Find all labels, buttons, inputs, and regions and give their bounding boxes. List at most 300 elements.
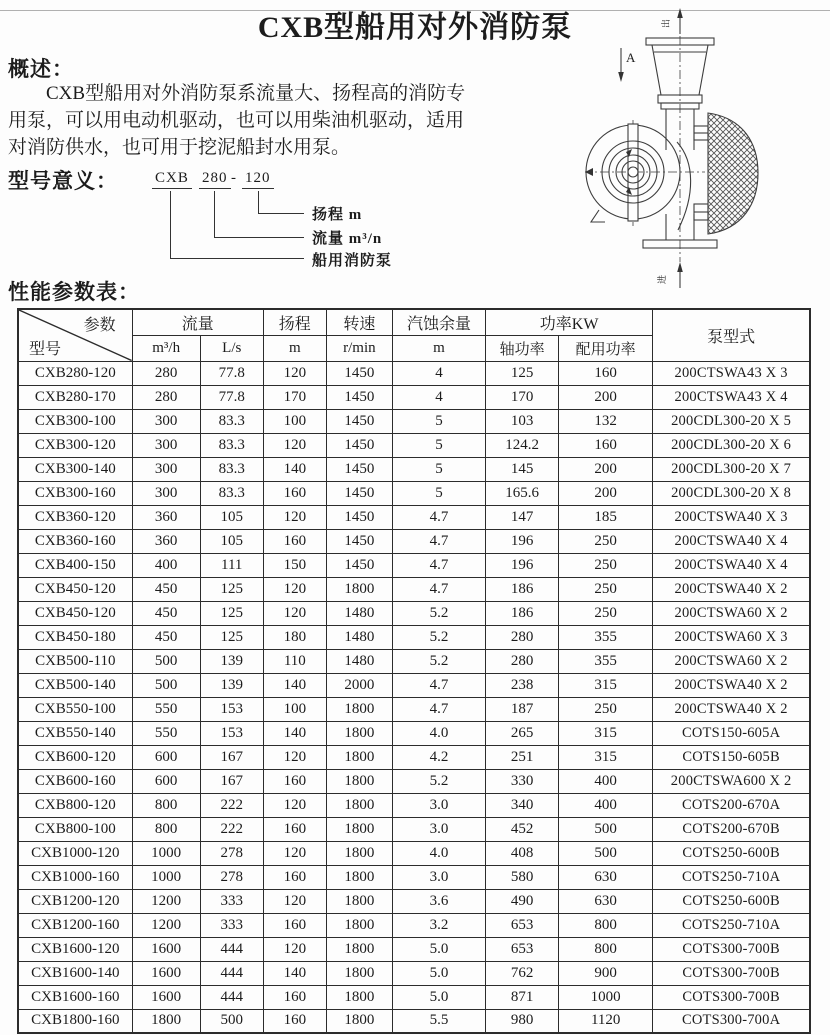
table-cell: CXB450-120 (18, 601, 132, 625)
col-header-shaft-power: 轴功率 (486, 335, 559, 361)
table-row (18, 889, 810, 913)
table-cell: 800 (559, 937, 653, 961)
table-cell: 77.8 (200, 385, 263, 409)
model-code-flow: 280 (199, 170, 231, 189)
table-cell: 4.7 (392, 529, 485, 553)
table-cell: 360 (132, 529, 200, 553)
col-header-speed-unit: r/min (326, 335, 392, 361)
table-row (18, 913, 810, 937)
table-cell: 900 (559, 961, 653, 985)
table-row (18, 409, 810, 433)
col-header-head-unit: m (263, 335, 326, 361)
table-row (18, 769, 810, 793)
diagram-connector-line (170, 191, 171, 258)
table-cell: 105 (200, 529, 263, 553)
table-row (18, 817, 810, 841)
table-cell: CXB600-120 (18, 745, 132, 769)
table-cell: 139 (200, 673, 263, 697)
outlet-label: 出 (661, 18, 671, 28)
table-cell: 800 (559, 913, 653, 937)
table-cell: 167 (200, 769, 263, 793)
table-cell: 1800 (326, 913, 392, 937)
table-cell: 1450 (326, 481, 392, 505)
table-cell: 4.0 (392, 841, 485, 865)
col-header-pump-type: 泵型式 (653, 309, 810, 361)
section-a-arrow-icon (618, 72, 624, 82)
table-cell: 550 (132, 697, 200, 721)
table-cell: CXB550-100 (18, 697, 132, 721)
table-cell: 170 (263, 385, 326, 409)
table-cell: 2000 (326, 673, 392, 697)
table-cell: 4.7 (392, 673, 485, 697)
motor-dome-hatched (708, 113, 758, 234)
table-cell: 490 (486, 889, 559, 913)
col-header-rated-power: 配用功率 (559, 335, 653, 361)
table-row (18, 577, 810, 601)
table-cell: 330 (486, 769, 559, 793)
table-cell: 3.0 (392, 817, 485, 841)
table-cell: 200CTSWA40 X 4 (653, 553, 810, 577)
table-cell: CXB1200-160 (18, 913, 132, 937)
col-header-head: 扬程 (263, 309, 326, 335)
table-cell: CXB300-120 (18, 433, 132, 457)
table-cell: 1480 (326, 625, 392, 649)
table-cell: 105 (200, 505, 263, 529)
model-meaning-heading: 型号意义： (8, 169, 118, 193)
table-cell: 1800 (326, 961, 392, 985)
table-cell: 196 (486, 553, 559, 577)
pump-table-body (18, 361, 810, 1033)
table-cell: 100 (263, 697, 326, 721)
table-cell: 280 (132, 385, 200, 409)
table-cell: 355 (559, 649, 653, 673)
table-cell: 3.0 (392, 793, 485, 817)
table-cell: 251 (486, 745, 559, 769)
table-cell: 200CTSWA40 X 2 (653, 673, 810, 697)
table-cell: CXB1600-120 (18, 937, 132, 961)
table-cell: 1200 (132, 889, 200, 913)
table-cell: 315 (559, 673, 653, 697)
table-cell: CXB280-170 (18, 385, 132, 409)
table-cell: COTS250-710A (653, 913, 810, 937)
table-cell: 139 (200, 649, 263, 673)
table-cell: 200CTSWA40 X 2 (653, 697, 810, 721)
table-cell: 5 (392, 457, 485, 481)
table-row (18, 961, 810, 985)
table-cell: 5.0 (392, 985, 485, 1009)
table-cell: 125 (200, 577, 263, 601)
model-code-dash: - (231, 170, 236, 186)
table-cell: 4.7 (392, 553, 485, 577)
table-cell: 1800 (326, 697, 392, 721)
table-cell: 110 (263, 649, 326, 673)
table-cell: 315 (559, 721, 653, 745)
table-cell: 200 (559, 481, 653, 505)
table-cell: 250 (559, 601, 653, 625)
table-cell: 300 (132, 481, 200, 505)
table-cell: 1600 (132, 961, 200, 985)
table-cell: 400 (132, 553, 200, 577)
table-cell: 160 (559, 433, 653, 457)
table-cell: 200CTSWA60 X 2 (653, 601, 810, 625)
table-cell: 120 (263, 841, 326, 865)
table-cell: 500 (200, 1009, 263, 1033)
table-cell: 200CTSWA600 X 2 (653, 769, 810, 793)
table-cell: 153 (200, 721, 263, 745)
table-cell: 186 (486, 577, 559, 601)
table-cell: 408 (486, 841, 559, 865)
table-cell: 160 (263, 529, 326, 553)
corner-header-model: 型号 (29, 340, 62, 358)
table-cell: 1800 (326, 817, 392, 841)
performance-table-heading: 性能参数表： (8, 280, 140, 304)
table-row (18, 985, 810, 1009)
table-cell: 450 (132, 577, 200, 601)
table-cell: 444 (200, 985, 263, 1009)
overview-line: 用泵，可以用电动机驱动，也可以用柴油机驱动，适用 (8, 110, 465, 131)
table-cell: 265 (486, 721, 559, 745)
overview-paragraph (8, 80, 583, 161)
table-cell: 1800 (326, 841, 392, 865)
table-cell: 444 (200, 937, 263, 961)
table-cell: CXB300-160 (18, 481, 132, 505)
table-cell: 278 (200, 841, 263, 865)
table-cell: 1800 (326, 865, 392, 889)
table-cell: 4.0 (392, 721, 485, 745)
table-cell: 145 (486, 457, 559, 481)
table-cell: 132 (559, 409, 653, 433)
table-cell: 400 (559, 769, 653, 793)
table-cell: 165.6 (486, 481, 559, 505)
table-row (18, 385, 810, 409)
table-cell: 147 (486, 505, 559, 529)
table-cell: 500 (132, 673, 200, 697)
table-cell: 1120 (559, 1009, 653, 1033)
table-cell: CXB1800-160 (18, 1009, 132, 1033)
table-cell: 238 (486, 673, 559, 697)
col-header-flow-m3h: m³/h (132, 335, 200, 361)
table-cell: 400 (559, 793, 653, 817)
table-cell: 160 (263, 1009, 326, 1033)
table-cell: 200CTSWA60 X 2 (653, 649, 810, 673)
table-cell: 653 (486, 913, 559, 937)
table-row (18, 1009, 810, 1033)
table-cell: 1450 (326, 409, 392, 433)
table-cell: 300 (132, 433, 200, 457)
table-cell: 4.7 (392, 577, 485, 601)
table-cell: 500 (132, 649, 200, 673)
table-cell: 1480 (326, 649, 392, 673)
table-cell: 5.2 (392, 769, 485, 793)
table-cell: 250 (559, 553, 653, 577)
table-cell: 1450 (326, 433, 392, 457)
table-cell: 222 (200, 817, 263, 841)
table-cell: 140 (263, 961, 326, 985)
table-cell: 125 (200, 601, 263, 625)
table-cell: 1000 (132, 841, 200, 865)
table-cell: CXB800-120 (18, 793, 132, 817)
table-cell: 222 (200, 793, 263, 817)
section-a-label: A (626, 50, 636, 65)
table-cell: COTS200-670B (653, 817, 810, 841)
table-cell: 1450 (326, 505, 392, 529)
table-cell: 1800 (326, 769, 392, 793)
table-cell: 185 (559, 505, 653, 529)
table-row (18, 505, 810, 529)
table-cell: 550 (132, 721, 200, 745)
table-row (18, 553, 810, 577)
table-cell: 4 (392, 361, 485, 385)
table-cell: 5 (392, 409, 485, 433)
table-cell: 83.3 (200, 409, 263, 433)
table-cell: 120 (263, 601, 326, 625)
table-cell: 140 (263, 721, 326, 745)
table-cell: 160 (263, 817, 326, 841)
table-cell: 1800 (326, 793, 392, 817)
col-header-speed: 转速 (326, 309, 392, 335)
table-cell: 1480 (326, 601, 392, 625)
table-cell: 200CDL300-20 X 7 (653, 457, 810, 481)
table-row (18, 841, 810, 865)
table-cell: 600 (132, 769, 200, 793)
table-cell: 1600 (132, 985, 200, 1009)
table-cell: 5.0 (392, 937, 485, 961)
table-cell: 1800 (326, 745, 392, 769)
table-cell: CXB450-120 (18, 577, 132, 601)
table-cell: 250 (559, 697, 653, 721)
table-cell: 4.7 (392, 505, 485, 529)
table-row (18, 697, 810, 721)
table-cell: 120 (263, 505, 326, 529)
table-cell: 5.2 (392, 649, 485, 673)
table-cell: 580 (486, 865, 559, 889)
table-row (18, 649, 810, 673)
table-cell: 4 (392, 385, 485, 409)
table-cell: 450 (132, 625, 200, 649)
diagram-connector-line (258, 191, 259, 213)
table-cell: CXB1000-120 (18, 841, 132, 865)
table-cell: CXB800-100 (18, 817, 132, 841)
table-row (18, 457, 810, 481)
table-cell: 153 (200, 697, 263, 721)
table-cell: 4.7 (392, 697, 485, 721)
table-row (18, 745, 810, 769)
table-cell: 280 (486, 649, 559, 673)
table-cell: 200 (559, 385, 653, 409)
overview-heading: 概述： (8, 57, 74, 81)
table-cell: 5.2 (392, 601, 485, 625)
table-cell: 340 (486, 793, 559, 817)
table-cell: 5.5 (392, 1009, 485, 1033)
table-cell: 280 (132, 361, 200, 385)
table-cell: CXB1600-160 (18, 985, 132, 1009)
table-cell: 196 (486, 529, 559, 553)
table-cell: 630 (559, 889, 653, 913)
performance-parameter-table (17, 308, 811, 1034)
table-cell: 140 (263, 457, 326, 481)
table-cell: COTS150-605A (653, 721, 810, 745)
table-cell: 200CDL300-20 X 6 (653, 433, 810, 457)
table-cell: 1450 (326, 553, 392, 577)
table-cell: 762 (486, 961, 559, 985)
table-cell: 1450 (326, 457, 392, 481)
model-code-head: 120 (242, 170, 274, 189)
table-cell: 1800 (326, 937, 392, 961)
diagram-connector-line (214, 191, 215, 237)
table-cell: 355 (559, 625, 653, 649)
table-row (18, 361, 810, 385)
table-cell: 1800 (326, 985, 392, 1009)
table-cell: 653 (486, 937, 559, 961)
table-cell: 315 (559, 745, 653, 769)
table-cell: 1450 (326, 385, 392, 409)
table-cell: 150 (263, 553, 326, 577)
inlet-arrow-icon (677, 262, 683, 272)
table-cell: 83.3 (200, 481, 263, 505)
table-cell: COTS150-605B (653, 745, 810, 769)
table-cell: 333 (200, 913, 263, 937)
table-cell: CXB500-110 (18, 649, 132, 673)
table-cell: 1800 (326, 577, 392, 601)
table-cell: CXB550-140 (18, 721, 132, 745)
table-cell: CXB1200-120 (18, 889, 132, 913)
table-row (18, 673, 810, 697)
table-cell: COTS250-600B (653, 889, 810, 913)
table-cell: 1800 (326, 721, 392, 745)
table-cell: COTS300-700B (653, 937, 810, 961)
table-cell: CXB450-180 (18, 625, 132, 649)
table-row (18, 601, 810, 625)
table-cell: COTS300-700A (653, 1009, 810, 1033)
table-cell: 160 (559, 361, 653, 385)
table-cell: CXB300-100 (18, 409, 132, 433)
table-cell: COTS200-670A (653, 793, 810, 817)
table-row (18, 529, 810, 553)
corner-header-cell (18, 309, 132, 361)
table-cell: 111 (200, 553, 263, 577)
col-header-power: 功率KW (486, 309, 653, 335)
table-cell: CXB1000-160 (18, 865, 132, 889)
table-cell: COTS300-700B (653, 985, 810, 1009)
table-cell: 103 (486, 409, 559, 433)
table-cell: 200CTSWA43 X 3 (653, 361, 810, 385)
table-cell: COTS250-710A (653, 865, 810, 889)
table-cell: 200CTSWA40 X 4 (653, 529, 810, 553)
table-cell: 3.2 (392, 913, 485, 937)
table-cell: 1200 (132, 913, 200, 937)
table-cell: CXB400-150 (18, 553, 132, 577)
table-cell: 120 (263, 361, 326, 385)
table-cell: 5.0 (392, 961, 485, 985)
table-cell: 125 (486, 361, 559, 385)
table-cell: 160 (263, 865, 326, 889)
table-cell: 600 (132, 745, 200, 769)
table-cell: COTS300-700B (653, 961, 810, 985)
table-cell: 360 (132, 505, 200, 529)
table-cell: 3.0 (392, 865, 485, 889)
table-cell: 1800 (326, 1009, 392, 1033)
overview-line: 对消防供水，也可用于挖泥船封水用泵。 (8, 137, 351, 158)
table-cell: 200 (559, 457, 653, 481)
table-cell: 180 (263, 625, 326, 649)
table-cell: COTS250-600B (653, 841, 810, 865)
table-cell: 300 (132, 409, 200, 433)
table-cell: 4.2 (392, 745, 485, 769)
label-flow-m3n: 流量 m³/n (312, 231, 383, 247)
table-cell: 170 (486, 385, 559, 409)
diagram-connector-line (258, 213, 304, 214)
table-row (18, 937, 810, 961)
table-cell: 120 (263, 577, 326, 601)
table-cell: 120 (263, 745, 326, 769)
inlet-label: 进 (657, 274, 667, 284)
table-cell: 167 (200, 745, 263, 769)
outlet-arrow-icon (677, 8, 683, 18)
table-cell: 250 (559, 529, 653, 553)
table-row (18, 721, 810, 745)
table-cell: 160 (263, 985, 326, 1009)
table-cell: 250 (559, 577, 653, 601)
table-cell: 800 (132, 817, 200, 841)
table-cell: 3.6 (392, 889, 485, 913)
col-header-npsh: 汽蚀余量 (392, 309, 485, 335)
table-cell: 120 (263, 433, 326, 457)
table-cell: 200CTSWA60 X 3 (653, 625, 810, 649)
table-cell: 1800 (132, 1009, 200, 1033)
overview-line: CXB型船用对外消防泵系流量大、扬程高的消防专 (46, 83, 466, 104)
table-cell: 1800 (326, 889, 392, 913)
table-cell: 160 (263, 913, 326, 937)
table-cell: CXB500-140 (18, 673, 132, 697)
table-row (18, 481, 810, 505)
table-cell: 160 (263, 769, 326, 793)
model-code-prefix: CXB (152, 170, 192, 189)
table-cell: 1450 (326, 529, 392, 553)
table-cell: 871 (486, 985, 559, 1009)
table-cell: 630 (559, 865, 653, 889)
table-cell: 444 (200, 961, 263, 985)
table-cell: 300 (132, 457, 200, 481)
table-cell: 1000 (559, 985, 653, 1009)
table-cell: 1450 (326, 361, 392, 385)
table-cell: CXB360-120 (18, 505, 132, 529)
table-cell: 186 (486, 601, 559, 625)
table-row (18, 433, 810, 457)
table-cell: CXB600-160 (18, 769, 132, 793)
pump-technical-drawing (585, 0, 830, 300)
table-cell: 980 (486, 1009, 559, 1033)
table-cell: 160 (263, 481, 326, 505)
table-cell: 450 (132, 601, 200, 625)
table-row (18, 625, 810, 649)
table-cell: 500 (559, 841, 653, 865)
table-cell: 1000 (132, 865, 200, 889)
table-cell: 200CTSWA40 X 3 (653, 505, 810, 529)
diagram-connector-line (170, 258, 304, 259)
table-cell: 278 (200, 865, 263, 889)
table-cell: 800 (132, 793, 200, 817)
table-cell: 140 (263, 673, 326, 697)
table-cell: 5 (392, 433, 485, 457)
table-cell: 120 (263, 889, 326, 913)
label-marine-fire-pump: 船用消防泵 (312, 253, 393, 269)
label-head-m: 扬程 m (312, 207, 363, 223)
table-cell: 500 (559, 817, 653, 841)
table-cell: 125 (200, 625, 263, 649)
table-cell: CXB360-160 (18, 529, 132, 553)
table-cell: 1600 (132, 937, 200, 961)
table-cell: 5.2 (392, 625, 485, 649)
